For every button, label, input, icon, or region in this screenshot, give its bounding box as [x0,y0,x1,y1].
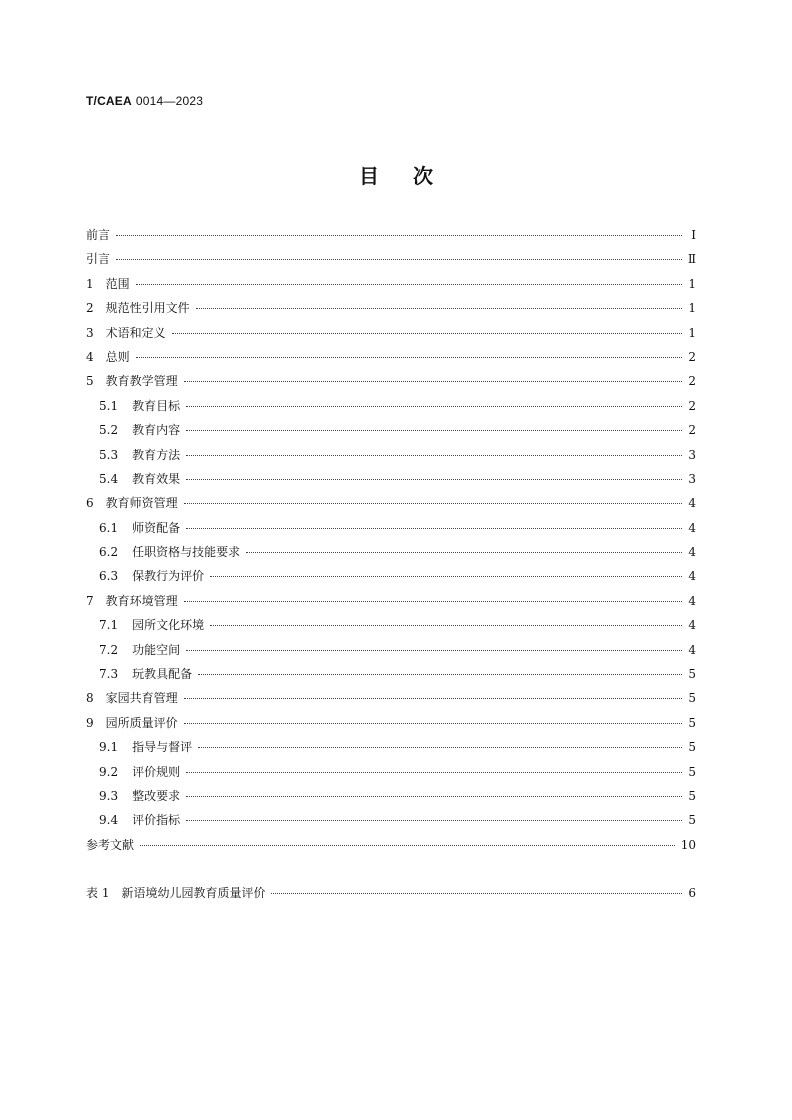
toc-entry[interactable] [86,494,696,518]
section-number: 3 [86,325,94,340]
section-title: 保教行为评价 [132,569,205,584]
toc-entry-label [86,494,178,511]
toc-entry-label [99,787,180,804]
section-title: 任职资格与技能要求 [132,545,241,560]
section-title: 教育教学管理 [105,374,178,389]
dot-leader [271,893,682,894]
section-number: 2 [86,301,94,316]
dot-leader [186,796,682,797]
section-number: 5 [86,374,94,389]
section-title: 评价规则 [132,764,181,779]
section-title: 园所文化环境 [132,618,205,633]
page-number: Ⅰ [691,228,696,242]
page-number: 5 [688,788,696,803]
section-title: 功能空间 [132,642,181,657]
dot-leader [186,528,682,529]
toc-entry[interactable] [86,665,696,689]
toc-entry[interactable] [86,250,696,274]
dot-leader [116,235,682,236]
toc-entry-label [86,836,134,853]
section-title: 教育目标 [132,398,181,413]
page-number: 4 [688,618,696,633]
page-number: 6 [688,886,696,900]
dot-leader [186,479,682,480]
toc-entry[interactable] [86,689,696,713]
section-number: 5.1 [99,398,119,413]
page-number: 3 [688,471,696,486]
toc-entry[interactable] [86,275,696,299]
dot-leader [140,845,675,846]
toc-entry-label [99,665,192,682]
toc-entry[interactable] [86,299,696,323]
section-title: 前言 [86,228,111,242]
dot-leader [198,747,682,748]
section-number: 7.3 [99,667,119,682]
toc-entry[interactable] [86,763,696,787]
section-title: 教育效果 [132,471,181,486]
page-number: 1 [688,276,696,291]
dot-leader [184,723,682,724]
section-title: 新语境幼儿园教育质量评价 [121,886,266,900]
section-title: 玩教具配备 [132,667,193,682]
dot-leader [210,625,682,626]
section-title: 总则 [105,349,130,364]
toc-entry[interactable] [86,641,696,665]
toc-entry-label [86,250,110,267]
toc-entry-label [86,884,265,901]
dot-leader [198,674,682,675]
toc-entry[interactable] [86,519,696,543]
toc-entry[interactable] [86,226,696,250]
section-title: 范围 [105,276,130,291]
section-number: 4 [86,349,94,364]
toc-entry-label [99,811,180,828]
toc-entry-label [86,689,178,706]
page-number: 4 [688,496,696,511]
page-number: 5 [688,764,696,779]
section-number: 9 [86,715,94,730]
section-number: 5.2 [99,423,119,438]
section-number: 1 [86,276,94,291]
page-number: 5 [688,740,696,755]
dot-leader [186,772,682,773]
page-number: 3 [688,447,696,462]
toc-entry-label [86,348,130,365]
page-number: 2 [688,349,696,364]
section-number: 6.2 [99,545,119,560]
section-number: 9.4 [99,813,119,828]
dot-leader [186,430,682,431]
toc-entry-label [99,446,180,463]
dot-leader [116,259,682,260]
toc-entry[interactable] [86,470,696,494]
section-number: 7.1 [99,618,119,633]
section-title: 指导与督评 [132,740,193,755]
section-number: 6 [86,496,94,511]
toc-entry-label [99,567,204,584]
toc-entry-label [86,714,178,731]
dot-leader [184,601,682,602]
toc-entry-label [99,397,180,414]
document-code [86,94,203,108]
dot-leader [186,820,682,821]
table-of-contents [86,226,696,860]
toc-entry-label [86,275,130,292]
dot-leader [210,576,682,577]
page-number: 4 [688,545,696,560]
toc-entry[interactable] [86,397,696,421]
toc-entry[interactable] [86,421,696,445]
toc-entry-label [99,641,180,658]
section-number: 5.4 [99,471,119,486]
section-title: 教育环境管理 [105,593,178,608]
toc-entry[interactable] [86,836,696,860]
toc-entry[interactable] [86,616,696,640]
toc-entry[interactable] [86,543,696,567]
section-title: 参考文献 [86,837,135,852]
section-title: 评价指标 [132,813,181,828]
toc-entry-label [99,616,204,633]
section-title: 园所质量评价 [105,715,178,730]
section-number: 表 1 [86,886,110,900]
section-title: 规范性引用文件 [105,301,190,316]
toc-entry[interactable] [86,738,696,762]
section-title: 教育方法 [132,447,181,462]
dot-leader [136,284,682,285]
toc-entry-label [99,543,240,560]
toc-entry-label [86,372,178,389]
toc-entry-label [99,470,180,487]
toc-entry[interactable] [86,324,696,348]
dot-leader [186,455,682,456]
page-number: 2 [688,398,696,413]
document-org: T/CAEA [86,94,132,108]
toc-entry-label [86,592,178,609]
page-number: Ⅱ [687,252,696,267]
page-number: 4 [688,593,696,608]
section-title: 家园共育管理 [105,691,178,706]
section-number: 7.2 [99,642,119,657]
page-number: 4 [688,642,696,657]
dot-leader [196,308,682,309]
toc-entry[interactable] [86,592,696,616]
page-title: 目次 [359,164,467,188]
toc-entry-label [99,738,192,755]
section-number: 8 [86,691,94,706]
section-title: 整改要求 [132,788,181,803]
section-title: 教育师资管理 [105,496,178,511]
toc-entry-label [99,421,180,438]
dot-leader [172,333,682,334]
toc-entry-label [99,763,180,780]
section-number: 5.3 [99,447,119,462]
page-number: 5 [688,667,696,682]
page-number: 5 [688,813,696,828]
section-title: 引言 [86,252,111,267]
dot-leader [186,406,682,407]
page-number: 10 [680,837,696,852]
section-number: 9.2 [99,764,119,779]
toc-entry[interactable] [86,348,696,372]
section-number: 7 [86,593,94,608]
toc-entry-label [86,324,166,341]
dot-leader [186,650,682,651]
page-number: 1 [688,325,696,340]
page-number: 1 [688,301,696,316]
table-toc-entry[interactable] [86,884,696,908]
toc-entry[interactable] [86,567,696,591]
toc-entry[interactable] [86,787,696,811]
section-title: 教育内容 [132,423,181,438]
toc-entry-label [86,299,190,316]
page-number: 2 [688,374,696,389]
section-number: 9.1 [99,740,119,755]
toc-entry[interactable] [86,372,696,396]
section-number: 9.3 [99,788,119,803]
section-title: 师资配备 [132,520,181,535]
page-number: 5 [688,691,696,706]
dot-leader [184,503,682,504]
dot-leader [184,381,682,382]
toc-entry-label [99,519,180,536]
toc-entry[interactable] [86,446,696,470]
toc-entry-label [86,226,110,243]
document-number: 0014—2023 [135,94,204,108]
page-number: 4 [688,569,696,584]
section-number: 6.1 [99,520,119,535]
section-title: 术语和定义 [105,325,166,340]
toc-entry[interactable] [86,714,696,738]
page-number: 5 [688,715,696,730]
toc-entry[interactable] [86,811,696,835]
dot-leader [184,698,682,699]
dot-leader [136,357,682,358]
section-number: 6.3 [99,569,119,584]
page-number: 2 [688,423,696,438]
list-of-tables [86,884,696,908]
dot-leader [246,552,682,553]
page-number: 4 [688,520,696,535]
